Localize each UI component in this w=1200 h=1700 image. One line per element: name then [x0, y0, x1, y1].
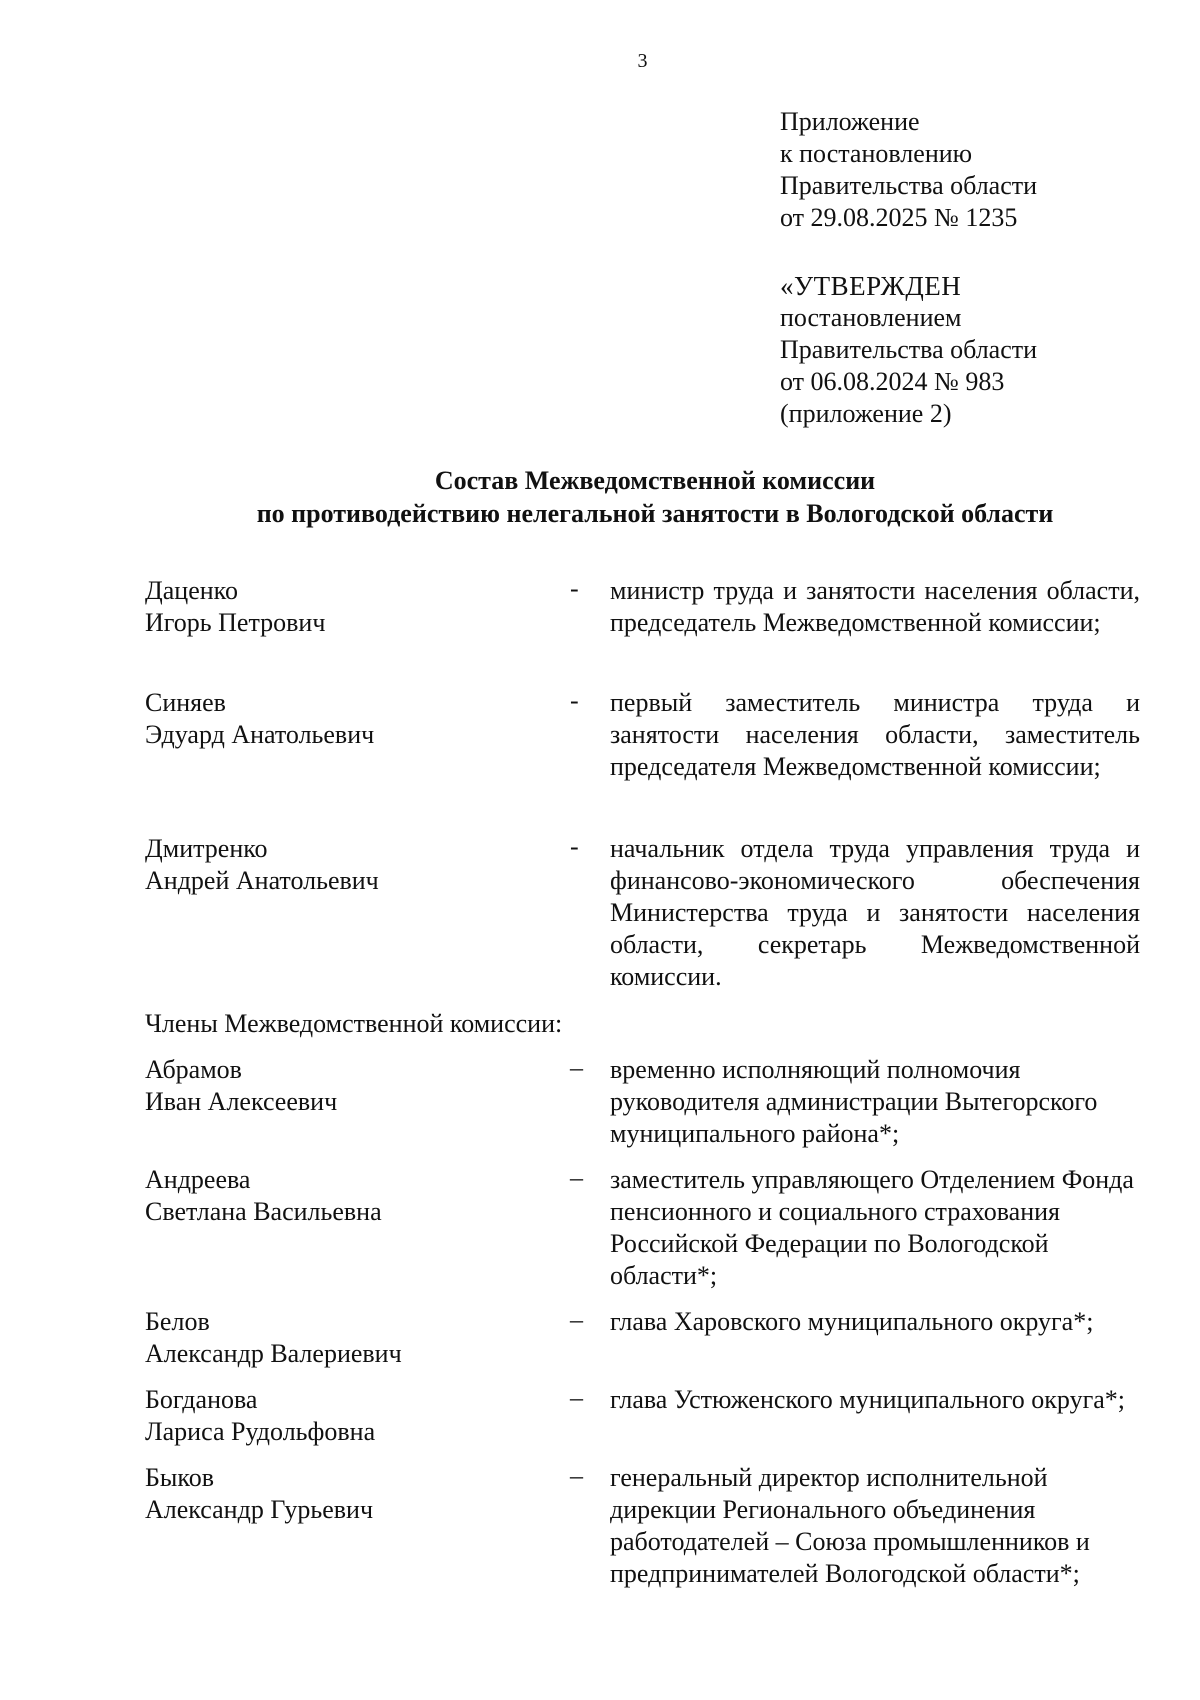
document-title: [0, 464, 1200, 530]
dash-separator: -: [570, 686, 579, 715]
person-name: [145, 1384, 545, 1448]
person-name: [145, 1306, 545, 1370]
approval-stamp-block: [780, 270, 1037, 430]
position-description: министр труда и занятости населения области, председатель Межведомственной комиссии;: [610, 576, 1140, 637]
appendix-line: к постановлению: [780, 139, 973, 168]
position-description: глава Устюженского муниципального округа*;: [610, 1385, 1126, 1414]
person-name: [145, 1054, 545, 1118]
approval-line: Правительства области: [780, 335, 1038, 364]
person-name: [145, 1164, 545, 1228]
position-description: первый заместитель министра труда и занятости населения области, заместитель председателя Межведомственной комиссии;: [610, 688, 1140, 781]
approval-line: (приложение 2): [780, 399, 952, 428]
page-number: 3: [637, 50, 648, 72]
title-line-2: по противодействию нелегальной занятости в Вологодской области: [256, 499, 1054, 528]
surname: Богданова: [145, 1385, 258, 1414]
person-name: [145, 687, 545, 751]
given-names: Андрей Анатольевич: [145, 866, 379, 895]
surname: Быков: [145, 1463, 214, 1492]
person-name: [145, 1462, 545, 1526]
appendix-line: от 29.08.2025 № 1235: [780, 203, 1018, 232]
given-names: Эдуард Анатольевич: [145, 720, 375, 749]
dash-separator: –: [570, 1305, 583, 1334]
surname: Абрамов: [145, 1055, 242, 1084]
position-description: заместитель управляющего Отделением Фонда пенсионного и социального страхования Российской Федерации по Вологодской области*;: [610, 1165, 1134, 1290]
appendix-line: Приложение: [780, 107, 920, 136]
given-names: Александр Валериевич: [145, 1339, 402, 1368]
given-names: Иван Алексеевич: [145, 1087, 338, 1116]
given-names: Игорь Петрович: [145, 608, 326, 637]
given-names: Александр Гурьевич: [145, 1495, 374, 1524]
appendix-block: [780, 106, 1037, 234]
approval-line: от 06.08.2024 № 983: [780, 367, 1005, 396]
dash-separator: –: [570, 1163, 583, 1192]
position-description: глава Харовского муниципального округа*;: [610, 1307, 1094, 1336]
person-name: [145, 833, 545, 897]
surname: Белов: [145, 1307, 210, 1336]
appendix-line: Правительства области: [780, 171, 1038, 200]
person-name: [145, 575, 545, 639]
position-description: начальник отдела труда управления труда и финансово-экономического обеспечения Министерства труда и занятости населения области, секретарь Межведомственной комиссии.: [610, 834, 1140, 991]
dash-separator: -: [570, 832, 579, 861]
position-description: генеральный директор исполнительной дирекции Регионального объединения работодателей – Союза промышленников и предпринимателей Вологодской области*;: [610, 1463, 1090, 1588]
members-heading: Члены Межведомственной комиссии:: [145, 1009, 563, 1038]
approval-line: постановлением: [780, 303, 962, 332]
surname: Синяев: [145, 688, 226, 717]
dash-separator: –: [570, 1053, 583, 1082]
dash-separator: –: [570, 1461, 583, 1490]
given-names: Лариса Рудольфовна: [145, 1417, 376, 1446]
surname: Дмитренко: [145, 834, 268, 863]
surname: Даценко: [145, 576, 238, 605]
title-line-1: Состав Межведомственной комиссии: [434, 466, 876, 495]
dash-separator: –: [570, 1383, 583, 1412]
surname: Андреева: [145, 1165, 251, 1194]
given-names: Светлана Васильевна: [145, 1197, 382, 1226]
dash-separator: -: [570, 574, 579, 603]
approval-line: «УТВЕРЖДЕН: [780, 271, 962, 301]
position-description: временно исполняющий полномочия руководителя администрации Вытегорского муниципального района*;: [610, 1055, 1098, 1148]
